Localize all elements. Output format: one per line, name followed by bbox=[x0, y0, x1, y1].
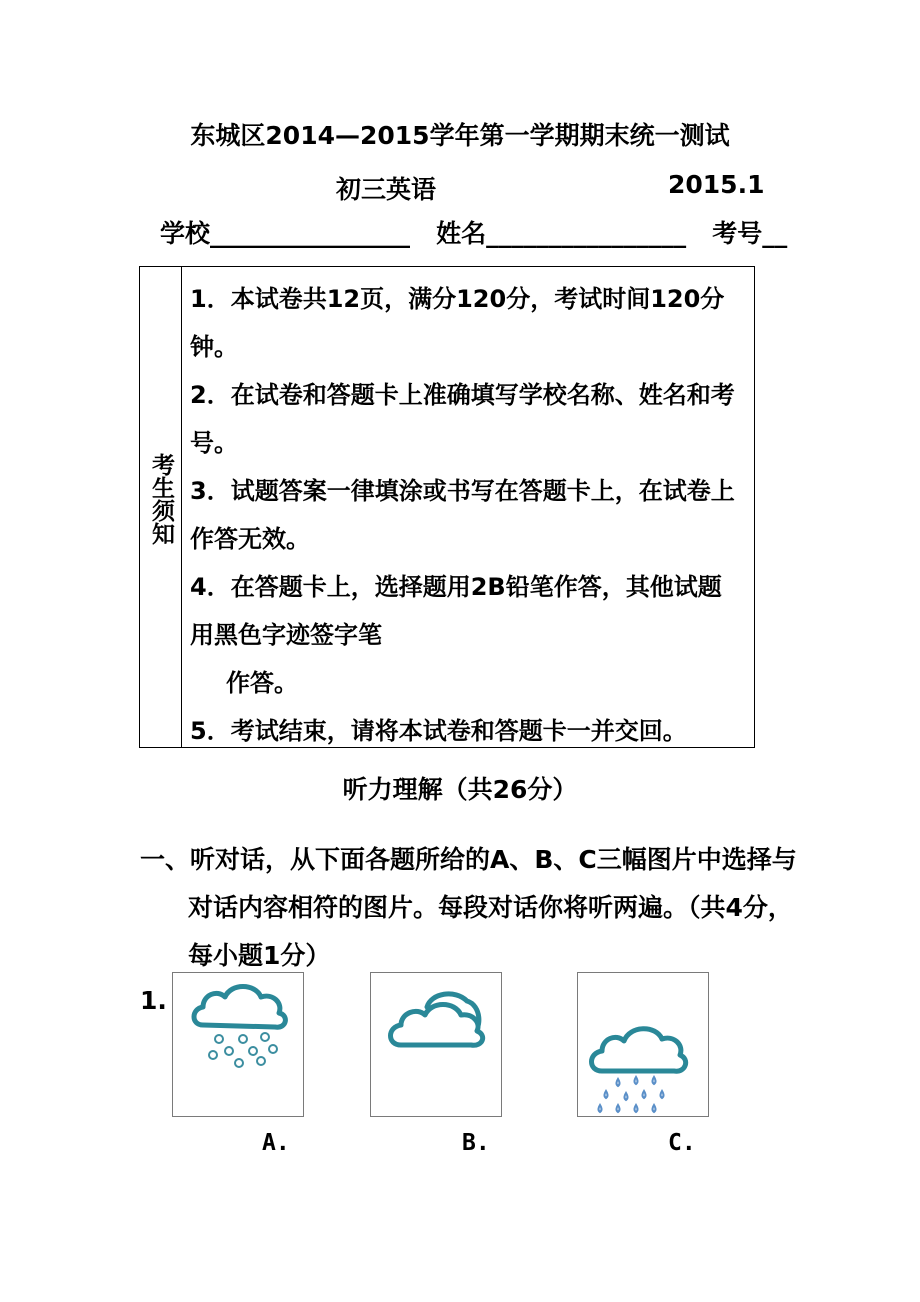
exam-date: 2015.1 bbox=[668, 170, 765, 199]
rain-cloud-icon bbox=[578, 973, 710, 1118]
notice-line-5: 3．试题答案一律填涂或书写在答题卡上，在试卷上 bbox=[190, 477, 735, 505]
school-label: 学校 bbox=[160, 219, 211, 248]
name-blank: ________________ bbox=[486, 219, 687, 248]
page-title: 东城区2014—2015学年第一学期期末统一测试 bbox=[190, 121, 730, 150]
instruction-line-3: 每小题1分） bbox=[188, 941, 331, 970]
exam-no-label: 考号 bbox=[712, 219, 763, 248]
section-heading: 听力理解（共26分） bbox=[342, 775, 578, 804]
option-a-label: A. bbox=[262, 1130, 290, 1156]
cloudy-sun-icon bbox=[371, 973, 503, 1118]
question-number: 1. bbox=[140, 986, 167, 1015]
option-b-picture[interactable] bbox=[370, 972, 502, 1117]
subject-label: 初三英语 bbox=[336, 175, 437, 204]
notice-line-8: 用黑色字迹签字笔 bbox=[190, 621, 382, 649]
notice-line-1: 1．本试卷共12页，满分120分，考试时间120分 bbox=[190, 285, 725, 313]
option-b-label: B. bbox=[462, 1130, 490, 1156]
notice-label-cell bbox=[140, 267, 182, 747]
student-info-row bbox=[160, 214, 787, 250]
notice-label: 考生须知 bbox=[148, 453, 174, 545]
name-label: 姓名 bbox=[436, 219, 487, 248]
notice-line-9: 作答。 bbox=[226, 669, 298, 697]
notice-line-4: 号。 bbox=[190, 429, 238, 457]
option-c-label: C. bbox=[668, 1130, 696, 1156]
instruction-line-2: 对话内容相符的图片。每段对话你将听两遍。（共4分， bbox=[188, 893, 793, 922]
notice-table bbox=[139, 266, 755, 748]
option-a-picture[interactable] bbox=[172, 972, 304, 1117]
snow-cloud-icon bbox=[173, 973, 305, 1118]
notice-line-3: 2．在试卷和答题卡上准确填写学校名称、姓名和考 bbox=[190, 381, 735, 409]
notice-line-6: 作答无效。 bbox=[190, 525, 310, 553]
school-blank: ________________ bbox=[210, 219, 411, 248]
notice-line-7: 4．在答题卡上，选择题用2B铅笔作答，其他试题 bbox=[190, 573, 722, 601]
instruction-line-1: 一、听对话，从下面各题所给的A、B、C三幅图片中选择与 bbox=[140, 845, 797, 874]
notice-line-10: 5．考试结束，请将本试卷和答题卡一并交回。 bbox=[190, 717, 687, 745]
option-c-picture[interactable] bbox=[577, 972, 709, 1117]
notice-line-2: 钟。 bbox=[190, 333, 238, 361]
exam-no-blank: __ bbox=[762, 219, 788, 248]
